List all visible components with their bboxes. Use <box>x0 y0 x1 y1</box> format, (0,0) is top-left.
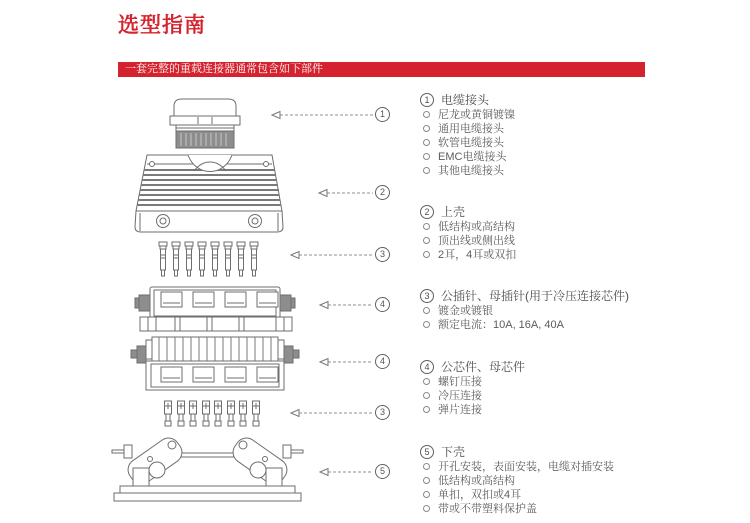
list-item <box>420 247 720 261</box>
section-title: 上壳 <box>441 205 466 219</box>
callout-number: 3 <box>375 247 390 262</box>
list-item <box>420 163 720 177</box>
section-item-list <box>420 107 720 177</box>
list-item <box>420 402 720 416</box>
lower-shell-drawing <box>112 434 303 501</box>
list-item-text: 额定电流：10A, 16A, 40A <box>438 319 564 331</box>
list-item <box>420 388 720 402</box>
part-section-cable-gland <box>420 92 720 177</box>
section-header <box>420 359 720 374</box>
bullet-circle-icon <box>423 307 430 314</box>
female-pins-drawing <box>165 401 260 426</box>
list-item <box>420 374 720 388</box>
list-item <box>420 303 720 317</box>
section-header <box>420 92 720 107</box>
list-item-text: 单扣，双扣或4耳 <box>438 489 522 501</box>
list-item-text: 顶出线或侧出线 <box>438 235 515 247</box>
list-item-text: 通用电缆接头 <box>438 123 504 135</box>
cable-gland-drawing <box>170 99 240 148</box>
list-item <box>420 149 720 163</box>
bullet-circle-icon <box>423 463 430 470</box>
callout-number: 5 <box>375 464 390 479</box>
circled-number-icon: 4 <box>420 360 434 374</box>
list-item <box>420 135 720 149</box>
page-title: 选型指南 <box>118 14 206 37</box>
list-item <box>420 233 720 247</box>
bullet-circle-icon <box>423 153 430 160</box>
circled-number-icon: 2 <box>420 205 434 219</box>
list-item-text: 其他电缆接头 <box>438 165 504 177</box>
section-item-list <box>420 459 720 515</box>
bullet-circle-icon <box>423 237 430 244</box>
list-item-text: 镀金或镀银 <box>438 305 493 317</box>
list-item-text: 螺钉压接 <box>438 376 482 388</box>
male-insert-drawing <box>135 287 295 331</box>
part-section-upper-shell <box>420 204 720 261</box>
bullet-circle-icon <box>423 139 430 146</box>
callout-number: 4 <box>375 354 390 369</box>
list-item-text: EMC电缆接头 <box>438 151 507 163</box>
list-item <box>420 487 720 501</box>
list-item-text: 低结构或高结构 <box>438 221 515 233</box>
bullet-circle-icon <box>423 251 430 258</box>
callout-number: 4 <box>375 297 390 312</box>
section-item-list <box>420 374 720 416</box>
section-header <box>420 288 720 303</box>
list-item-text: 低结构或高结构 <box>438 475 515 487</box>
upper-shell-drawing <box>135 155 283 232</box>
part-section-inserts <box>420 359 720 416</box>
female-insert-drawing <box>131 337 299 390</box>
bullet-circle-icon <box>423 111 430 118</box>
callout-number: 3 <box>375 405 390 420</box>
bullet-circle-icon <box>423 321 430 328</box>
list-item <box>420 473 720 487</box>
male-pins-drawing <box>159 242 258 276</box>
list-item <box>420 317 720 331</box>
list-item-text: 弹片连接 <box>438 404 482 416</box>
bullet-circle-icon <box>423 223 430 230</box>
circled-number-icon: 3 <box>420 289 434 303</box>
list-item <box>420 121 720 135</box>
bullet-circle-icon <box>423 406 430 413</box>
list-item <box>420 107 720 121</box>
list-item-text: 开孔安装，表面安装，电缆对插安装 <box>438 461 614 473</box>
bullet-circle-icon <box>423 125 430 132</box>
list-item-text: 冷压连接 <box>438 390 482 402</box>
bullet-circle-icon <box>423 167 430 174</box>
circled-number-icon: 5 <box>420 445 434 459</box>
section-item-list <box>420 219 720 261</box>
section-header <box>420 444 720 459</box>
list-item <box>420 219 720 233</box>
part-section-lower-shell <box>420 444 720 515</box>
list-item-text: 2耳，4耳或双扣 <box>438 249 517 261</box>
part-section-pins <box>420 288 720 331</box>
banner-text: 一套完整的重载连接器通常包含如下部件 <box>125 63 323 75</box>
callout-number: 2 <box>375 185 390 200</box>
callout-arrows <box>272 112 373 476</box>
list-item-text: 软管电缆接头 <box>438 137 504 149</box>
bullet-circle-icon <box>423 392 430 399</box>
bullet-circle-icon <box>423 505 430 512</box>
section-header <box>420 204 720 219</box>
section-title: 电缆接头 <box>441 93 490 107</box>
bullet-circle-icon <box>423 477 430 484</box>
list-item <box>420 459 720 473</box>
list-item-text: 尼龙或黄铜镀镍 <box>438 109 515 121</box>
section-title: 下壳 <box>441 445 466 459</box>
section-item-list <box>420 303 720 331</box>
callout-number: 1 <box>375 107 390 122</box>
bullet-circle-icon <box>423 491 430 498</box>
circled-number-icon: 1 <box>420 93 434 107</box>
list-item-text: 带或不带塑料保护盖 <box>438 503 537 515</box>
section-title: 公芯件、母芯件 <box>441 360 526 374</box>
list-item <box>420 501 720 515</box>
section-title: 公插针、母插针(用于冷压连接芯件) <box>441 289 629 303</box>
bullet-circle-icon <box>423 378 430 385</box>
